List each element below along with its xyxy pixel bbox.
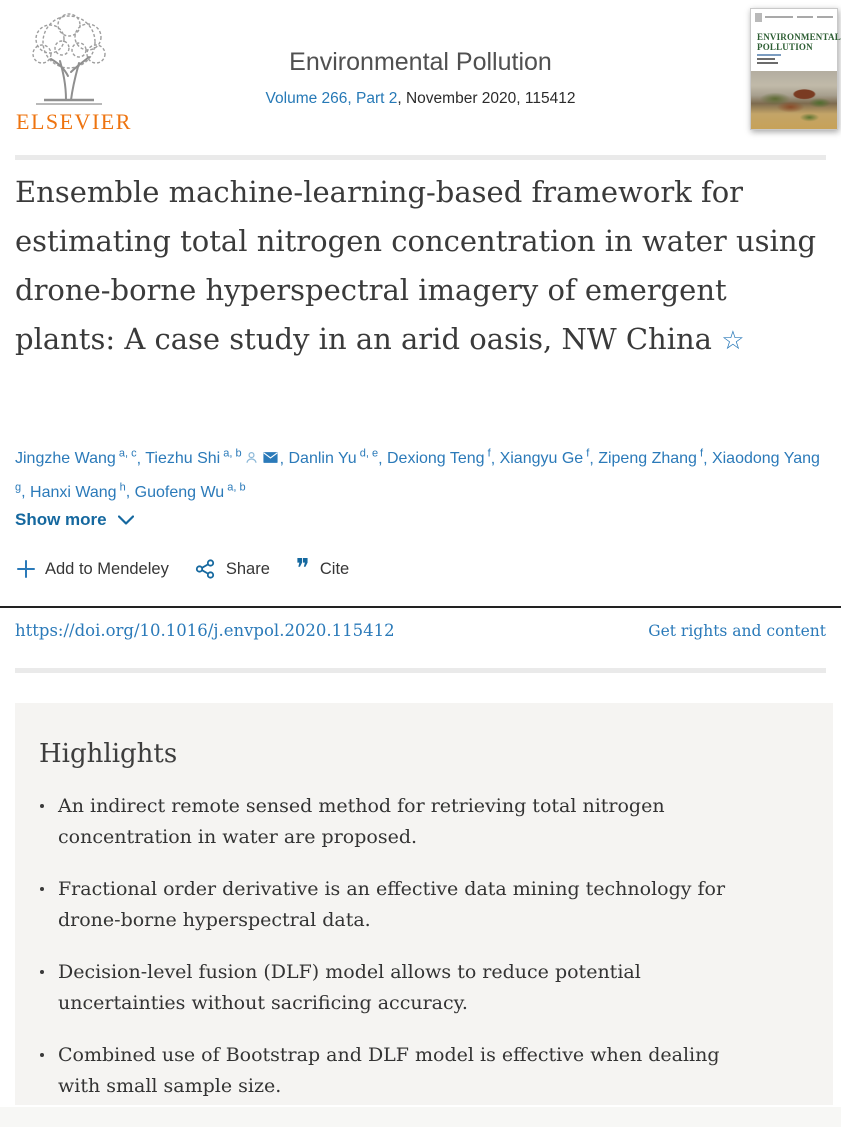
author-link[interactable]: Tiezhu Shi $^{a, b}$ <box>145 448 242 468</box>
elsevier-tree-icon <box>22 12 116 108</box>
highlight-item: An indirect remote sensed method for retrieving total nitrogen concentration in water are proposed. <box>39 791 745 853</box>
cover-text-line <box>757 58 775 60</box>
cover-text-line <box>765 16 793 18</box>
rights-and-content-link[interactable]: Get rights and content <box>648 622 826 640</box>
chevron-down-icon <box>118 515 134 525</box>
author-link[interactable]: Xiaodong Yang $^g$ <box>15 450 820 494</box>
issue-date-text: , November 2020, 115412 <box>397 90 576 107</box>
cover-text-line <box>797 16 813 18</box>
show-more-button[interactable] <box>15 510 134 530</box>
cite-quote-icon: ❞ <box>295 554 310 584</box>
author-link[interactable]: Jingzhe Wang $^{a, c}$ <box>15 448 137 468</box>
journal-cover-thumbnail[interactable] <box>750 8 841 130</box>
journal-issue-line <box>140 90 701 108</box>
cover-text-line <box>757 54 781 56</box>
author-link[interactable]: Zipeng Zhang $^f$ <box>598 448 704 468</box>
cover-mini-logo <box>755 13 762 22</box>
show-more-label: Show more <box>15 510 107 529</box>
person-icon <box>244 451 259 464</box>
author-link[interactable]: Hanxi Wang $^h$ <box>30 481 126 501</box>
elsevier-wordmark: ELSEVIER <box>16 109 132 134</box>
highlights-heading: Highlights <box>39 739 178 769</box>
author-link[interactable]: Danlin Yu $^{d, e}$ <box>288 448 379 468</box>
highlight-item: Combined use of Bootstrap and DLF model is effective when dealing with small sample size. <box>39 1040 745 1102</box>
highlights-list <box>39 791 745 1102</box>
special-issue-star-icon[interactable]: ☆ <box>721 326 745 356</box>
section-divider-light <box>15 668 826 673</box>
highlight-item: Decision-level fusion (DLF) model allows to reduce potential uncertainties without sacrificing accuracy. <box>39 957 745 1019</box>
author-list: Jingzhe Wang $^{a, c}$, Tiezhu Shi $^{a, b}$ , Danlin Yu $^{d, e}$, Dexiong Teng $^f$, Xiangyu Ge $^f$, Zipeng Zhang $^f$, Xiaodong Yang $^g$, Hanxi Wang $^h$, Guofeng Wu $^{a, b}$ <box>15 448 820 501</box>
elsevier-logo[interactable] <box>16 12 146 135</box>
share-icon <box>195 559 216 579</box>
share-label: Share <box>225 559 270 578</box>
volume-link[interactable]: Volume 266, Part 2 <box>265 90 398 107</box>
cite-label: Cite <box>319 559 350 578</box>
share-button[interactable] <box>195 559 270 579</box>
cover-text-line <box>757 62 778 64</box>
add-to-mendeley-button[interactable] <box>17 560 169 579</box>
add-to-mendeley-label: Add to Mendeley <box>45 559 169 578</box>
plus-icon <box>17 560 35 578</box>
envelope-icon <box>263 451 278 464</box>
author-link[interactable]: Xiangyu Ge $^f$ <box>499 448 590 468</box>
next-section-strip <box>0 1107 841 1127</box>
author-link[interactable]: Dexiong Teng $^f$ <box>387 448 491 468</box>
header-divider <box>15 155 826 160</box>
section-divider-dark <box>0 606 841 608</box>
cover-photo <box>751 71 837 129</box>
article-title: Ensemble machine-learning-based framework for estimating total nitrogen concentration in water using drone-borne hyperspectral imagery of emergent plants: A case study in an arid oasis, NW China ☆ <box>15 175 817 356</box>
cover-text-line <box>817 16 833 18</box>
journal-title-link[interactable]: Environmental Pollution <box>289 48 552 76</box>
cover-journal-title: ENVIRONMENTAL POLLUTION <box>757 32 841 52</box>
author-link[interactable]: Guofeng Wu $^{a, b}$ <box>134 481 246 501</box>
highlights-section <box>15 703 833 1105</box>
journal-header <box>140 48 701 108</box>
doi-row <box>15 621 826 640</box>
doi-link[interactable]: https://doi.org/10.1016/j.envpol.2020.115412 <box>15 621 395 640</box>
action-toolbar <box>17 554 350 584</box>
cite-button[interactable] <box>295 554 350 584</box>
highlight-item: Fractional order derivative is an effective data mining technology for drone-borne hyperspectral data. <box>39 874 745 936</box>
